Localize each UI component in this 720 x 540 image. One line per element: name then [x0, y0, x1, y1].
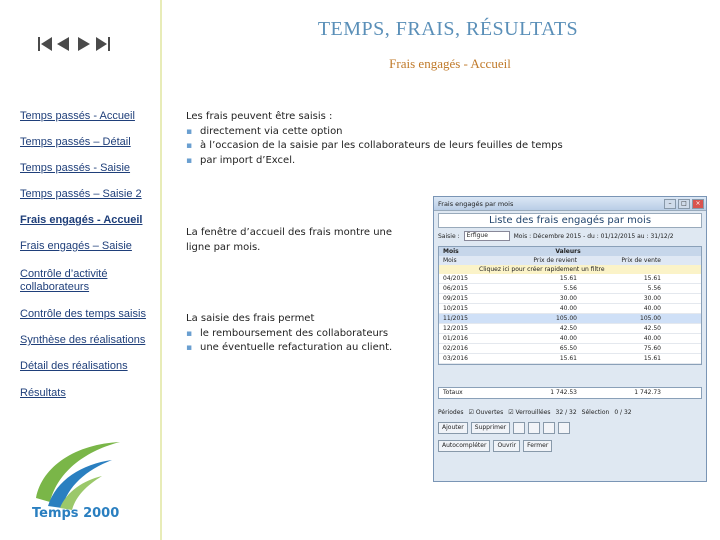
print-icon[interactable]	[543, 422, 555, 434]
nav-temps-accueil[interactable]: Temps passés - Accueil	[20, 110, 135, 122]
period-filters	[438, 409, 702, 416]
nav-temps-saisie[interactable]: Temps passés - Saisie	[20, 162, 131, 174]
nav-resultats[interactable]: Résultats	[20, 387, 66, 399]
sub-mois: Mois	[443, 257, 457, 264]
list-item: ▪ par import d’Excel.	[186, 154, 566, 169]
list-item: ▪ à l’occasion de la saisie par les collaborateurs de leurs feuilles de temps	[186, 139, 566, 154]
totals-row: Totaux 1 742.53 1 742.73	[438, 387, 702, 399]
nav-frais-accueil[interactable]: Frais engagés - Accueil	[20, 214, 143, 226]
logo-text: Temps 2000	[32, 506, 120, 521]
list-item: ▪ une éventuelle refacturation au client.	[186, 341, 426, 356]
close-button[interactable]: Fermer	[523, 440, 552, 452]
table-row[interactable]: 09/2015 30.00 30.00	[439, 294, 701, 304]
nav-temps-detail[interactable]: Temps passés – Détail	[20, 136, 131, 148]
saisie-bullets	[186, 327, 426, 356]
nav-synthese[interactable]: Synthèse des réalisations	[20, 334, 146, 346]
col-mois[interactable]: Mois	[443, 248, 459, 255]
table-row[interactable]: 02/2016 65.50 75.60	[439, 344, 701, 354]
table-row[interactable]: 03/2016 15.61 15.61	[439, 354, 701, 364]
filter-bar	[438, 231, 702, 241]
add-button[interactable]: Ajouter	[438, 422, 468, 434]
table-row[interactable]: 04/2015 15.61 15.61	[439, 274, 701, 284]
periods-label: Périodes	[438, 409, 464, 416]
maximize-icon[interactable]: □	[678, 199, 690, 209]
window-titlebar	[434, 197, 706, 211]
col-valeurs[interactable]: Valeurs	[555, 248, 581, 255]
autocomplete-button[interactable]: Autocompléter	[438, 440, 490, 452]
last-icon[interactable]	[96, 37, 110, 51]
intro-bullets	[186, 125, 566, 169]
close-icon[interactable]: ×	[692, 199, 704, 209]
prev-icon[interactable]	[57, 37, 69, 51]
toolbar-2	[438, 440, 702, 452]
table-row[interactable]: 11/2015 105.00 105.00	[439, 314, 701, 324]
nav-detail-realisations[interactable]: Détail des réalisations	[20, 360, 128, 372]
open-button[interactable]: Ouvrir	[493, 440, 520, 452]
count-total: 32 / 32	[555, 409, 577, 416]
saisie-block	[186, 312, 426, 356]
window-desc: La fenêtre d’accueil des frais montre une ligne par mois.	[186, 227, 393, 253]
filter-label: Saisie :	[438, 232, 460, 240]
nav-frais-saisie[interactable]: Frais engagés – Saisie	[20, 240, 132, 252]
export-icon[interactable]	[558, 422, 570, 434]
help-icon[interactable]	[528, 422, 540, 434]
vertical-divider	[160, 0, 162, 540]
table-row[interactable]: 12/2015 42.50 42.50	[439, 324, 701, 334]
list-item: ▪ le remboursement des collaborateurs	[186, 327, 426, 342]
first-icon[interactable]	[38, 37, 52, 51]
filter-row[interactable]: Cliquez ici pour créer rapidement un filtre	[439, 265, 701, 274]
delete-button[interactable]: Supprimer	[471, 422, 510, 434]
window-title: Frais engagés par mois	[438, 199, 514, 208]
open-checkbox[interactable]: ☑ Ouvertes	[468, 409, 504, 416]
edit-icon[interactable]	[513, 422, 525, 434]
window-heading: Liste des frais engagés par mois	[438, 213, 702, 228]
frais-window-screenshot	[433, 196, 707, 482]
page-subtitle: Frais engagés - Accueil	[389, 56, 511, 71]
toolbar-1	[438, 422, 702, 434]
count-selected: 0 / 32	[614, 409, 632, 416]
table-row[interactable]: 10/2015 40.00 40.00	[439, 304, 701, 314]
filter-select[interactable]: Erfigue	[464, 231, 510, 241]
page-title: TEMPS, FRAIS, RÉSULTATS	[317, 18, 579, 40]
frais-table	[438, 246, 702, 365]
table-row[interactable]: 06/2015 5.56 5.56	[439, 284, 701, 294]
locked-checkbox[interactable]: ☑ Verrouillées	[508, 409, 551, 416]
intro-block	[186, 110, 566, 168]
filter-period: Mois : Décembre 2015 - du : 01/12/2015 au : 31/12/2	[513, 232, 674, 240]
nav-temps-saisie-2[interactable]: Temps passés – Saisie 2	[20, 188, 142, 200]
sub-fact: Prix de vente	[621, 257, 661, 264]
next-icon[interactable]	[78, 37, 90, 51]
nav-controle-activite[interactable]: Contrôle d’activité collaborateurs	[20, 268, 108, 293]
slide-navigation	[38, 36, 112, 52]
sub-prix: Prix de revient	[533, 257, 577, 264]
list-item: ▪ directement via cette option	[186, 125, 566, 140]
minimize-icon[interactable]: –	[664, 199, 676, 209]
saisie-text: La saisie des frais permet	[186, 313, 315, 324]
selection-label: Sélection	[581, 409, 610, 416]
intro-text: Les frais peuvent être saisis :	[186, 111, 333, 122]
table-row[interactable]: 01/2016 40.00 40.00	[439, 334, 701, 344]
navigation-arrows	[38, 36, 112, 52]
nav-controle-temps[interactable]: Contrôle des temps saisis	[20, 308, 146, 320]
